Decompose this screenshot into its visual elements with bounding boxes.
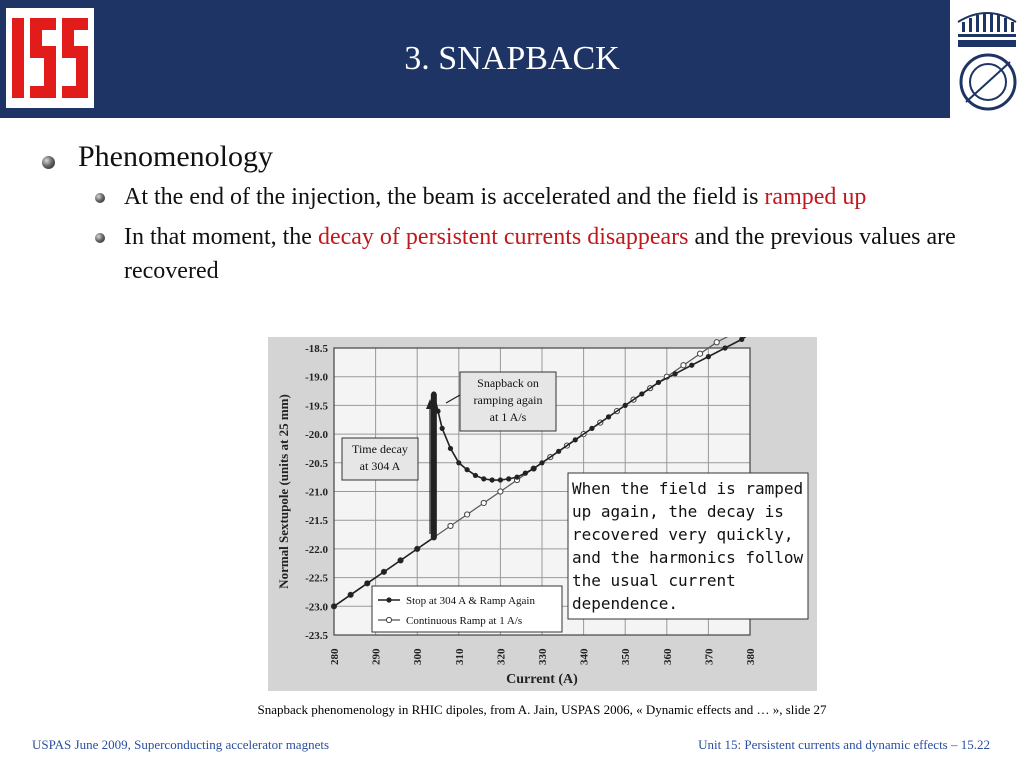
- annotation-note-line: and the harmonics follow: [572, 548, 804, 567]
- series-point-stop-ramp: [481, 476, 486, 481]
- series-point-continuous-ramp: [448, 523, 453, 528]
- legend-marker-continuous-ramp: [386, 617, 391, 622]
- y-tick-label: -23.0: [305, 601, 328, 614]
- y-tick-label: -21.0: [305, 486, 328, 499]
- x-tick-label: 370: [703, 648, 716, 665]
- y-tick-label: -22.0: [305, 543, 328, 556]
- series-point-stop-ramp: [639, 391, 644, 396]
- series-point-stop-ramp: [656, 380, 661, 385]
- series-point-stop-ramp: [331, 604, 336, 609]
- annotation-snapback-line: Snapback on: [477, 376, 539, 390]
- cern-logo-icon: [958, 52, 1018, 112]
- series-point-stop-ramp: [398, 558, 403, 563]
- x-tick-label: 290: [370, 648, 383, 665]
- x-tick-label: 310: [453, 648, 466, 665]
- x-tick-label: 280: [329, 648, 341, 665]
- legend-marker-stop-ramp: [386, 597, 391, 602]
- sub-bullet-1: At the end of the injection, the beam is accelerated and the field is ramped up: [40, 180, 990, 214]
- annotation-snapback-line: ramping again: [473, 393, 543, 407]
- series-point-stop-ramp: [440, 426, 445, 431]
- bullet-phenomenology: Phenomenology: [40, 140, 1000, 174]
- series-point-stop-ramp: [506, 476, 511, 481]
- partner-logos: [950, 0, 1024, 118]
- bullet-dot-icon: [42, 156, 55, 169]
- series-point-stop-ramp: [623, 403, 628, 408]
- series-point-continuous-ramp: [498, 489, 503, 494]
- series-point-stop-ramp: [473, 473, 478, 478]
- series-point-continuous-ramp: [681, 363, 686, 368]
- y-tick-label: -19.5: [305, 400, 328, 413]
- slide-header: [0, 0, 1024, 118]
- sub-bullet-2: In that moment, the decay of persistent currents disappears and the previous values are recovered: [40, 220, 990, 288]
- series-point-continuous-ramp: [714, 340, 719, 345]
- series-point-stop-ramp: [514, 475, 519, 480]
- series-point-stop-ramp: [606, 414, 611, 419]
- x-tick-label: 340: [578, 648, 591, 665]
- x-tick-label: 350: [620, 648, 633, 665]
- y-axis-label: Normal Sextupole (units at 25 mm): [276, 394, 291, 589]
- series-point-stop-ramp: [539, 460, 544, 465]
- series-point-stop-ramp: [556, 449, 561, 454]
- annotation-time-decay-line: Time decay: [352, 442, 408, 456]
- highlight-text: ramped up: [764, 184, 867, 210]
- y-tick-label: -21.5: [305, 515, 328, 528]
- figure-caption: Snapback phenomenology in RHIC dipoles, from A. Jain, USPAS 2006, « Dynamic effects and … », slide 27: [257, 702, 827, 717]
- series-point-continuous-ramp: [465, 512, 470, 517]
- series-point-stop-ramp: [739, 337, 744, 342]
- x-tick-label: 360: [661, 648, 674, 665]
- y-tick-label: -18.5: [305, 343, 328, 355]
- y-tick-label: -23.5: [305, 630, 328, 642]
- series-point-stop-ramp: [381, 569, 386, 574]
- series-point-stop-ramp: [722, 345, 727, 350]
- bullet-dot-icon: [95, 233, 105, 243]
- x-tick-label: 380: [745, 648, 757, 665]
- series-point-continuous-ramp: [697, 351, 702, 356]
- series-point-stop-ramp: [573, 437, 578, 442]
- annotation-note-line: the usual current: [572, 571, 736, 590]
- series-point-stop-ramp: [589, 426, 594, 431]
- y-tick-label: -22.5: [305, 572, 328, 585]
- series-point-stop-ramp: [489, 477, 494, 482]
- series-point-stop-ramp: [523, 471, 528, 476]
- page-title: 3. SNAPBACK: [404, 40, 620, 77]
- chart-svg: [268, 337, 817, 691]
- series-point-stop-ramp: [348, 592, 353, 597]
- series-point-stop-ramp: [706, 354, 711, 359]
- x-tick-label: 320: [495, 648, 508, 665]
- series-point-stop-ramp: [448, 446, 453, 451]
- bullet-list: [40, 140, 1000, 288]
- y-tick-label: -19.0: [305, 371, 328, 384]
- annotation-note-line: recovered very quickly,: [572, 525, 794, 544]
- footer-course: USPAS June 2009, Superconducting accelerator magnets: [32, 737, 330, 752]
- series-point-stop-ramp: [689, 363, 694, 368]
- bullet-dot-icon: [95, 193, 105, 203]
- annotation-note-line: dependence.: [572, 594, 678, 613]
- annotation-time-decay-line: at 304 A: [359, 459, 401, 473]
- y-tick-label: -20.0: [305, 429, 328, 442]
- series-point-stop-ramp: [673, 371, 678, 376]
- footer-unit: Unit 15: Persistent currents and dynamic effects – 15.22: [698, 737, 990, 752]
- series-point-stop-ramp: [531, 466, 536, 471]
- series-point-stop-ramp: [415, 546, 420, 551]
- legend-label-continuous-ramp: Continuous Ramp at 1 A/s: [406, 615, 523, 627]
- series-point-stop-ramp: [498, 477, 503, 482]
- highlight-text: decay of persistent currents disappears: [317, 224, 689, 250]
- y-tick-label: -20.5: [305, 457, 328, 470]
- snapback-chart: [268, 337, 817, 691]
- series-point-continuous-ramp: [481, 500, 486, 505]
- annotation-note-line: up again, the decay is: [572, 502, 784, 521]
- x-tick-label: 300: [412, 648, 425, 665]
- series-point-stop-ramp: [465, 467, 470, 472]
- x-axis-label: Current (A): [506, 672, 578, 687]
- legend-label-stop-ramp: Stop at 304 A & Ramp Again: [406, 595, 535, 607]
- series-point-stop-ramp: [456, 460, 461, 465]
- series-point-stop-ramp: [365, 581, 370, 586]
- annotation-note-line: When the field is ramped: [572, 479, 804, 498]
- x-tick-label: 330: [537, 648, 549, 665]
- annotation-snapback-line: at 1 A/s: [489, 410, 527, 424]
